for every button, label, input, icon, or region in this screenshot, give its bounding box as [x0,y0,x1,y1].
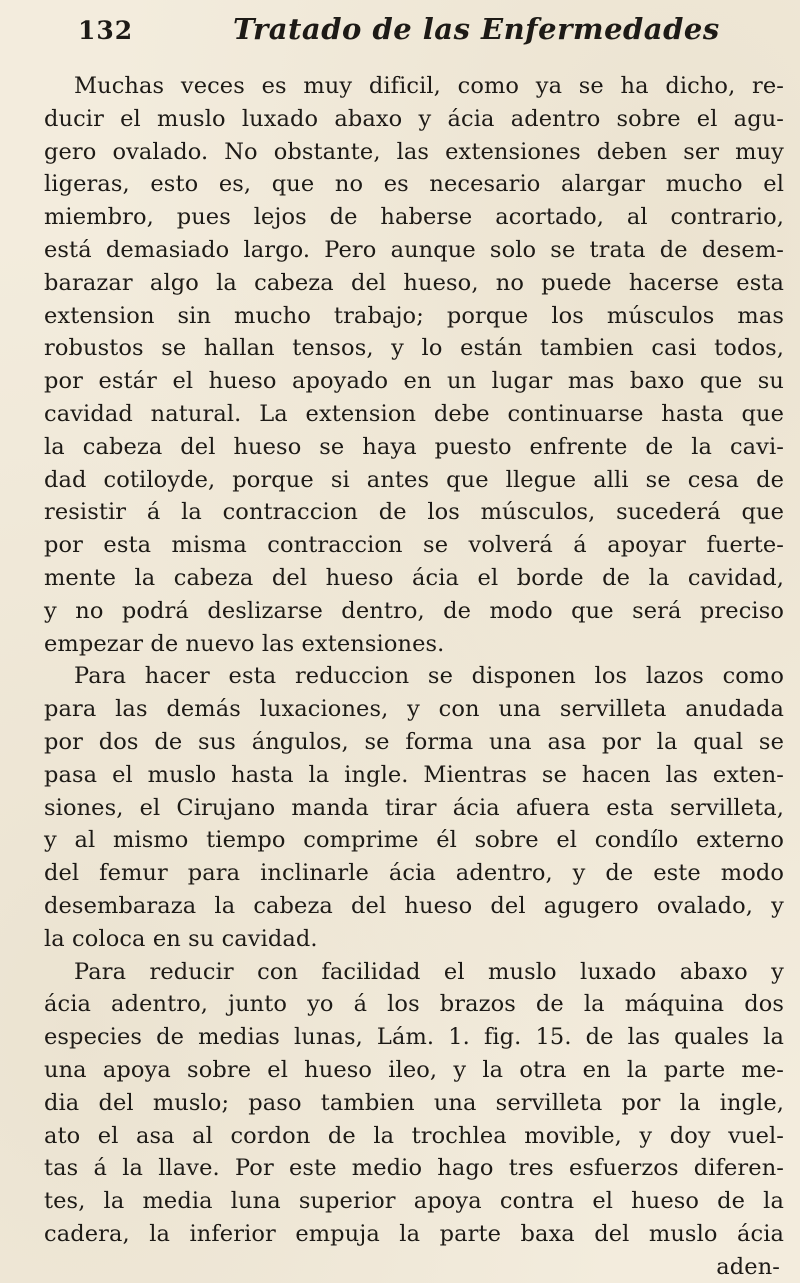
page-number: 132 [78,16,134,45]
text-line: gero ovalado. No obstante, las extensiones deben ser muy [44,138,784,165]
text-line: barazar algo la cabeza del hueso, no puede hacerse esta [44,269,784,296]
text-line: está demasiado largo. Pero aunque solo se trata de desem- [44,236,784,263]
text-line: una apoya sobre el hueso ileo, y la otra en la parte me- [44,1056,784,1083]
text-line: tes, la media luna superior apoya contra el hueso de la [44,1188,784,1215]
text-line: ducir el muslo luxado abaxo y ácia adentro sobre el agu- [44,105,784,132]
text-line: siones, el Cirujano manda tirar ácia afuera esta servilleta, [44,794,784,821]
text-line: del femur para inclinarle ácia adentro, y de este modo [44,860,784,887]
text-line: resistir á la contraccion de los músculos, sucederá que [44,499,784,526]
text-line: cadera, la inferior empuja la parte baxa del muslo ácia [44,1220,784,1247]
text-line: Para reducir con facilidad el muslo luxado abaxo y [74,958,784,985]
text-line: para las demás luxaciones, y con una servilleta anudada [44,696,784,723]
text-line: por dos de sus ángulos, se forma una asa por la qual se [44,728,784,755]
text-line: dia del muslo; paso tambien una servilleta por la ingle, [44,1089,784,1116]
catchword: aden- [716,1253,780,1280]
text-line: mente la cabeza del hueso ácia el borde de la cavidad, [44,564,784,591]
text-line: pasa el muslo hasta la ingle. Mientras se hacen las exten- [44,761,784,788]
text-line: tas á la llave. Por este medio hago tres esfuerzos diferen- [44,1155,784,1182]
text-line: ligeras, esto es, que no es necesario alargar mucho el [44,171,784,198]
page-header [78,10,758,56]
body-text [44,70,784,1283]
text-line: robustos se hallan tensos, y lo están tambien casi todos, [44,335,784,362]
text-line: especies de medias lunas, Lám. 1. fig. 15. de las quales la [44,1024,784,1051]
text-line: la cabeza del hueso se haya puesto enfrente de la cavi- [44,433,784,460]
text-line: desembaraza la cabeza del hueso del agugero ovalado, y [44,892,784,919]
text-line: Para hacer esta reduccion se disponen los lazos como [74,663,784,690]
text-line: empezar de nuevo las extensiones. [44,630,445,657]
text-line: por esta misma contraccion se volverá á apoyar fuerte- [44,532,784,559]
text-line: ácia adentro, junto yo á los brazos de la máquina dos [44,991,784,1018]
text-line: por estár el hueso apoyado en un lugar mas baxo que su [44,368,784,395]
text-line: Muchas veces es muy dificil, como ya se ha dicho, re- [74,73,784,99]
text-line: y no podrá deslizarse dentro, de modo que será preciso [44,597,784,624]
text-line: dad cotiloyde, porque si antes que llegue alli se cesa de [44,466,784,493]
running-head: Tratado de las Enfermedades [233,12,720,46]
text-line: ato el asa al cordon de la trochlea movible, y doy vuel- [44,1122,784,1149]
text-line: y al mismo tiempo comprime él sobre el condílo externo [44,827,784,854]
text-line: la coloca en su cavidad. [44,925,318,952]
text-line: miembro, pues lejos de haberse acortado, al contrario, [44,204,784,231]
text-line: extension sin mucho trabajo; porque los músculos mas [44,302,784,329]
text-line: cavidad natural. La extension debe continuarse hasta que [44,400,784,427]
